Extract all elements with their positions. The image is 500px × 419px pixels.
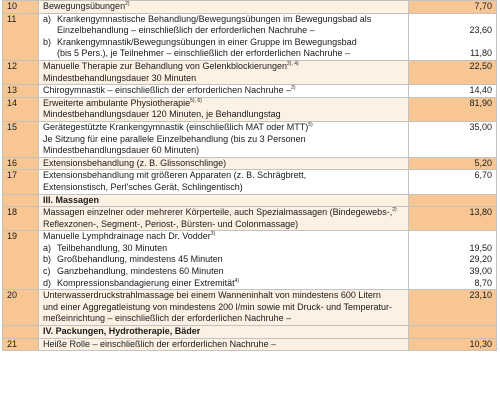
footnote-marker: 4) xyxy=(234,277,240,284)
sub-item-price: 19,50 xyxy=(469,242,492,253)
tariff-row xyxy=(3,60,497,84)
sub-item-price: 39,00 xyxy=(469,266,492,277)
item-number: 21 xyxy=(3,338,39,351)
item-number xyxy=(3,194,39,207)
description-text: Bewegungsübungen xyxy=(43,1,126,11)
item-price xyxy=(409,231,497,290)
item-description xyxy=(39,338,409,351)
item-description xyxy=(39,157,409,170)
price-spacer xyxy=(413,231,492,243)
description-line xyxy=(43,290,404,302)
item-description xyxy=(39,121,409,157)
item-price: 35,00 xyxy=(409,121,497,157)
item-number: 20 xyxy=(3,290,39,326)
description-line xyxy=(43,302,404,314)
item-description xyxy=(39,170,409,194)
section-title-cell xyxy=(39,326,409,339)
description-line xyxy=(43,313,404,325)
item-number: 16 xyxy=(3,157,39,170)
sub-item-text: Einzelbehandlung – einschließlich der erforderlichen Nachruhe – xyxy=(57,25,315,36)
description-text: Chirogymnastik – einschließlich der erforderlichen Nachruhe – xyxy=(43,85,292,96)
description-text: Mindestbehandlungsdauer 30 Minuten xyxy=(43,72,197,83)
description-line xyxy=(43,145,404,157)
description-text: Gerätegestützte Krankengymnastik (einschließlich MAT oder MTT) xyxy=(43,121,309,132)
item-price: 13,80 xyxy=(409,207,497,231)
footnote-marker: 5) xyxy=(308,121,313,128)
tariff-table xyxy=(2,0,497,351)
sub-item-label: a) xyxy=(43,242,52,253)
item-number: 18 xyxy=(3,207,39,231)
sub-item-line xyxy=(43,266,404,278)
description-text: Extensionsbehandlung (z. B. Glissonschlinge) xyxy=(43,157,227,168)
sub-item-line xyxy=(43,37,404,49)
item-number: 10 xyxy=(3,1,39,14)
description-line xyxy=(43,134,404,146)
item-price: 5,20 xyxy=(409,157,497,170)
description-text: Mindestbehandlungsdauer 120 Minuten, je Behandlungstag xyxy=(43,109,281,120)
item-description xyxy=(39,85,409,98)
tariff-row xyxy=(3,121,497,157)
item-description xyxy=(39,97,409,121)
sub-item-price xyxy=(413,14,492,26)
footnote-marker: 5), 6) xyxy=(190,97,202,104)
description-text: meßeinrichtung – einschließlich der erforderlichen Nachruhe – xyxy=(43,313,292,324)
description-line xyxy=(43,98,404,110)
footnote-marker: 2) xyxy=(125,1,130,7)
item-number: 11 xyxy=(3,13,39,60)
tariff-row xyxy=(3,97,497,121)
tariff-row xyxy=(3,1,497,14)
item-description xyxy=(39,1,409,14)
sub-item-label: c) xyxy=(43,266,51,277)
sub-item-line xyxy=(43,254,404,266)
item-number: 19 xyxy=(3,231,39,290)
description-line xyxy=(43,122,404,134)
sub-item-price: 11,80 xyxy=(470,48,492,59)
sub-item-label: a) xyxy=(43,13,52,24)
description-text: Extensionstisch, Perl'sches Gerät, Schlingentisch) xyxy=(43,181,243,192)
description-text: Mindestbehandlungsdauer 60 Minuten) xyxy=(43,145,200,156)
item-price xyxy=(409,326,497,339)
sub-item-label: b) xyxy=(43,36,52,47)
tariff-row xyxy=(3,85,497,98)
sub-item-price xyxy=(413,37,492,49)
description-line xyxy=(43,158,404,170)
tariff-row xyxy=(3,338,497,351)
description-line xyxy=(43,85,404,97)
tariff-row xyxy=(3,170,497,194)
tariff-row xyxy=(3,157,497,170)
item-number: 12 xyxy=(3,60,39,84)
sub-item-text: (bis 5 Pers.), je Teilnehmer – einschließlich der erforderlichen Nachruhe – xyxy=(57,48,350,59)
sub-item-label: b) xyxy=(43,254,52,265)
description-line xyxy=(43,339,404,351)
item-description xyxy=(39,13,409,60)
tariff-row xyxy=(3,207,497,231)
item-number: 17 xyxy=(3,170,39,194)
item-heading xyxy=(43,231,404,243)
item-heading-text: Manuelle Lymphdrainage nach Dr. Vodder xyxy=(43,231,211,242)
sub-item-line xyxy=(43,14,404,26)
sub-item-line xyxy=(43,48,404,60)
footnote-marker: 3) xyxy=(210,231,216,238)
sub-item-text: Krankengymnastische Behandlung/Bewegungsübungen im Bewegungsbad als xyxy=(57,13,372,24)
section-title-cell xyxy=(39,194,409,207)
footnote-marker: 2) xyxy=(392,207,397,214)
section-title: IV. Packungen, Hydrotherapie, Bäder xyxy=(43,326,201,337)
section-title: III. Massagen xyxy=(43,194,100,205)
description-line xyxy=(43,61,404,73)
sub-item-text: Großbehandlung, mindestens 45 Minuten xyxy=(57,254,223,265)
tariff-row xyxy=(3,231,497,290)
item-price: 81,90 xyxy=(409,97,497,121)
section-row xyxy=(3,194,497,207)
description-line xyxy=(43,109,404,121)
description-text: Massagen einzelner oder mehrerer Körperteile, auch Spezialmassagen (Bindegewebs-, xyxy=(43,207,393,218)
description-text: Reflexzonen-, Segment-, Periost-, Bürsten- und Colonmassage) xyxy=(43,218,299,229)
description-line xyxy=(43,182,404,194)
item-price: 23,10 xyxy=(409,290,497,326)
description-text: Heiße Rolle – einschließlich der erforderlichen Nachruhe – xyxy=(43,338,277,349)
sub-item-line xyxy=(43,278,404,290)
description-line xyxy=(43,219,404,231)
item-price: 14,40 xyxy=(409,85,497,98)
description-text: und einer Aggregatleistung von mindestens 200 l/min sowie mit Druck- und Temperatur- xyxy=(43,301,393,312)
description-text: Je Sitzung für eine parallele Einzelbehandlung (bis zu 3 Personen xyxy=(43,133,306,144)
item-description xyxy=(39,207,409,231)
description-line xyxy=(43,73,404,85)
description-line xyxy=(43,1,404,13)
item-description xyxy=(39,231,409,290)
footnote-marker: 2) xyxy=(291,85,296,92)
item-number: 13 xyxy=(3,85,39,98)
sub-item-price: 29,20 xyxy=(469,254,492,265)
item-number xyxy=(3,326,39,339)
sub-item-text: Kompressionsbandagierung einer Extremität xyxy=(57,277,235,288)
sub-item-text: Teilbehandlung, 30 Minuten xyxy=(57,242,168,253)
description-text: Extensionsbehandlung mit größeren Apparaten (z. B. Schrägbrett, xyxy=(43,170,307,181)
item-price: 10,30 xyxy=(409,338,497,351)
item-price: 22,50 xyxy=(409,60,497,84)
item-description xyxy=(39,290,409,326)
footnote-marker: 2), 4) xyxy=(287,60,299,67)
section-row xyxy=(3,326,497,339)
sub-item-price: 23,60 xyxy=(469,25,492,36)
item-number: 14 xyxy=(3,97,39,121)
description-line xyxy=(43,170,404,182)
tariff-row xyxy=(3,13,497,60)
item-price xyxy=(409,194,497,207)
description-text: Manuelle Therapie zur Behandlung von Gelenkblockierungen xyxy=(43,60,287,71)
description-text: Erweiterte ambulante Physiotherapie xyxy=(43,97,191,108)
sub-item-text: Krankengymnastik/Bewegungsübungen in einer Gruppe im Bewegungsbad xyxy=(57,36,357,47)
item-price: 7,70 xyxy=(409,1,497,14)
sub-item-label: d) xyxy=(43,277,52,288)
sub-item-price: 8,70 xyxy=(474,277,492,288)
item-price xyxy=(409,13,497,60)
sub-item-text: Ganzbehandlung, mindestens 60 Minuten xyxy=(57,266,224,277)
item-number: 15 xyxy=(3,121,39,157)
sub-item-line xyxy=(43,243,404,255)
sub-item-line xyxy=(43,25,404,37)
tariff-row xyxy=(3,290,497,326)
item-description xyxy=(39,60,409,84)
description-text: Unterwasserdruckstrahlmassage bei einem Wanneninhalt von mindestens 600 Litern xyxy=(43,290,381,301)
description-line xyxy=(43,207,404,219)
item-price: 6,70 xyxy=(409,170,497,194)
